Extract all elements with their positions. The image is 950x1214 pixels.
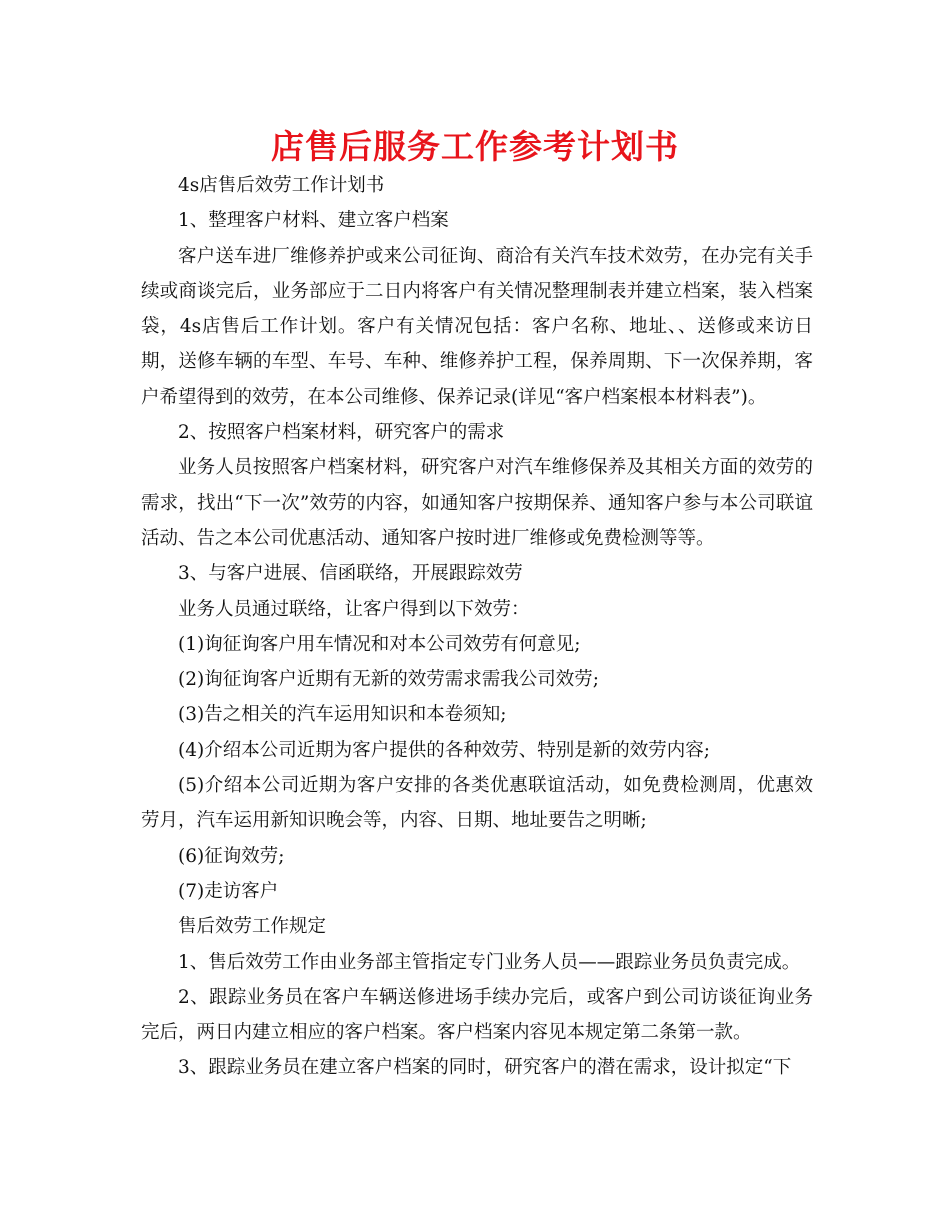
list-item: (7)走访客户 (178, 880, 279, 902)
document-title: 店售后服务工作参考计划书 (271, 127, 679, 166)
body-paragraph: 业务人员通过联络，让客户得到以下效劳： (178, 598, 530, 620)
subtitle-paragraph: 4s店售后效劳工作计划书 (178, 175, 385, 196)
rule-paragraph: 1、售后效劳工作由业务部主管指定专门业务人员——跟踪业务员负责完成。 (178, 951, 801, 973)
body-paragraph: 客户送车进厂维修养护或来公司征询、商洽有关汽车技术效劳，在办完有关手续或商谈完后，业务部应于二日内将客户有关情况整理制表并建立档案，装入档案袋，4s店售后工作计划。客户有关情况包括：客户名称、地址、、送修或来访日期，送修车辆的车型、车号、车种、维修养护工程，保养周期、下一次保养期，客户希望得到的效劳，在本公司维修、保养记录(详见“客户档案根本材料表”)。 (141, 245, 813, 408)
rule-paragraph: 3、跟踪业务员在建立客户档案的同时，研究客户的潜在需求，设计拟定“下 (178, 1057, 792, 1079)
body-paragraph: 业务人员按照客户档案材料，研究客户对汽车维修保养及其相关方面的效劳的需求，找出“下一次”效劳的内容，如通知客户按期保养、通知客户参与本公司联谊活动、告之本公司优惠活动、通知客户按时进厂维修或免费检测等等。 (141, 457, 813, 549)
section-heading: 2、按照客户档案材料，研究客户的需求 (178, 422, 505, 444)
list-item: (6)征询效劳; (178, 845, 285, 867)
list-item: (4)介绍本公司近期为客户提供的各种效劳、特别是新的效劳内容; (178, 739, 710, 761)
section-heading: 售后效劳工作规定 (178, 916, 327, 938)
list-item: (3)告之相关的汽车运用知识和本卷须知; (178, 704, 507, 726)
document-body (141, 168, 813, 1086)
rule-paragraph: 2、跟踪业务员在客户车辆送修进场手续办完后，或客户到公司访谈征询业务完后，两日内建立相应的客户档案。客户档案内容见本规定第二条第一款。 (141, 986, 813, 1044)
section-heading: 3、与客户进展、信函联络，开展跟踪效劳 (178, 563, 523, 585)
list-item: (5)介绍本公司近期为客户安排的各类优惠联谊活动，如免费检测周，优惠效劳月，汽车运用新知识晚会等，内容、日期、地址要告之明晰; (141, 775, 813, 832)
section-heading: 1、整理客户材料、建立客户档案 (178, 210, 449, 232)
list-item: (2)询征询客户近期有无新的效劳需求需我公司效劳; (178, 669, 599, 691)
list-item: (1)询征询客户用车情况和对本公司效劳有何意见; (178, 633, 581, 655)
